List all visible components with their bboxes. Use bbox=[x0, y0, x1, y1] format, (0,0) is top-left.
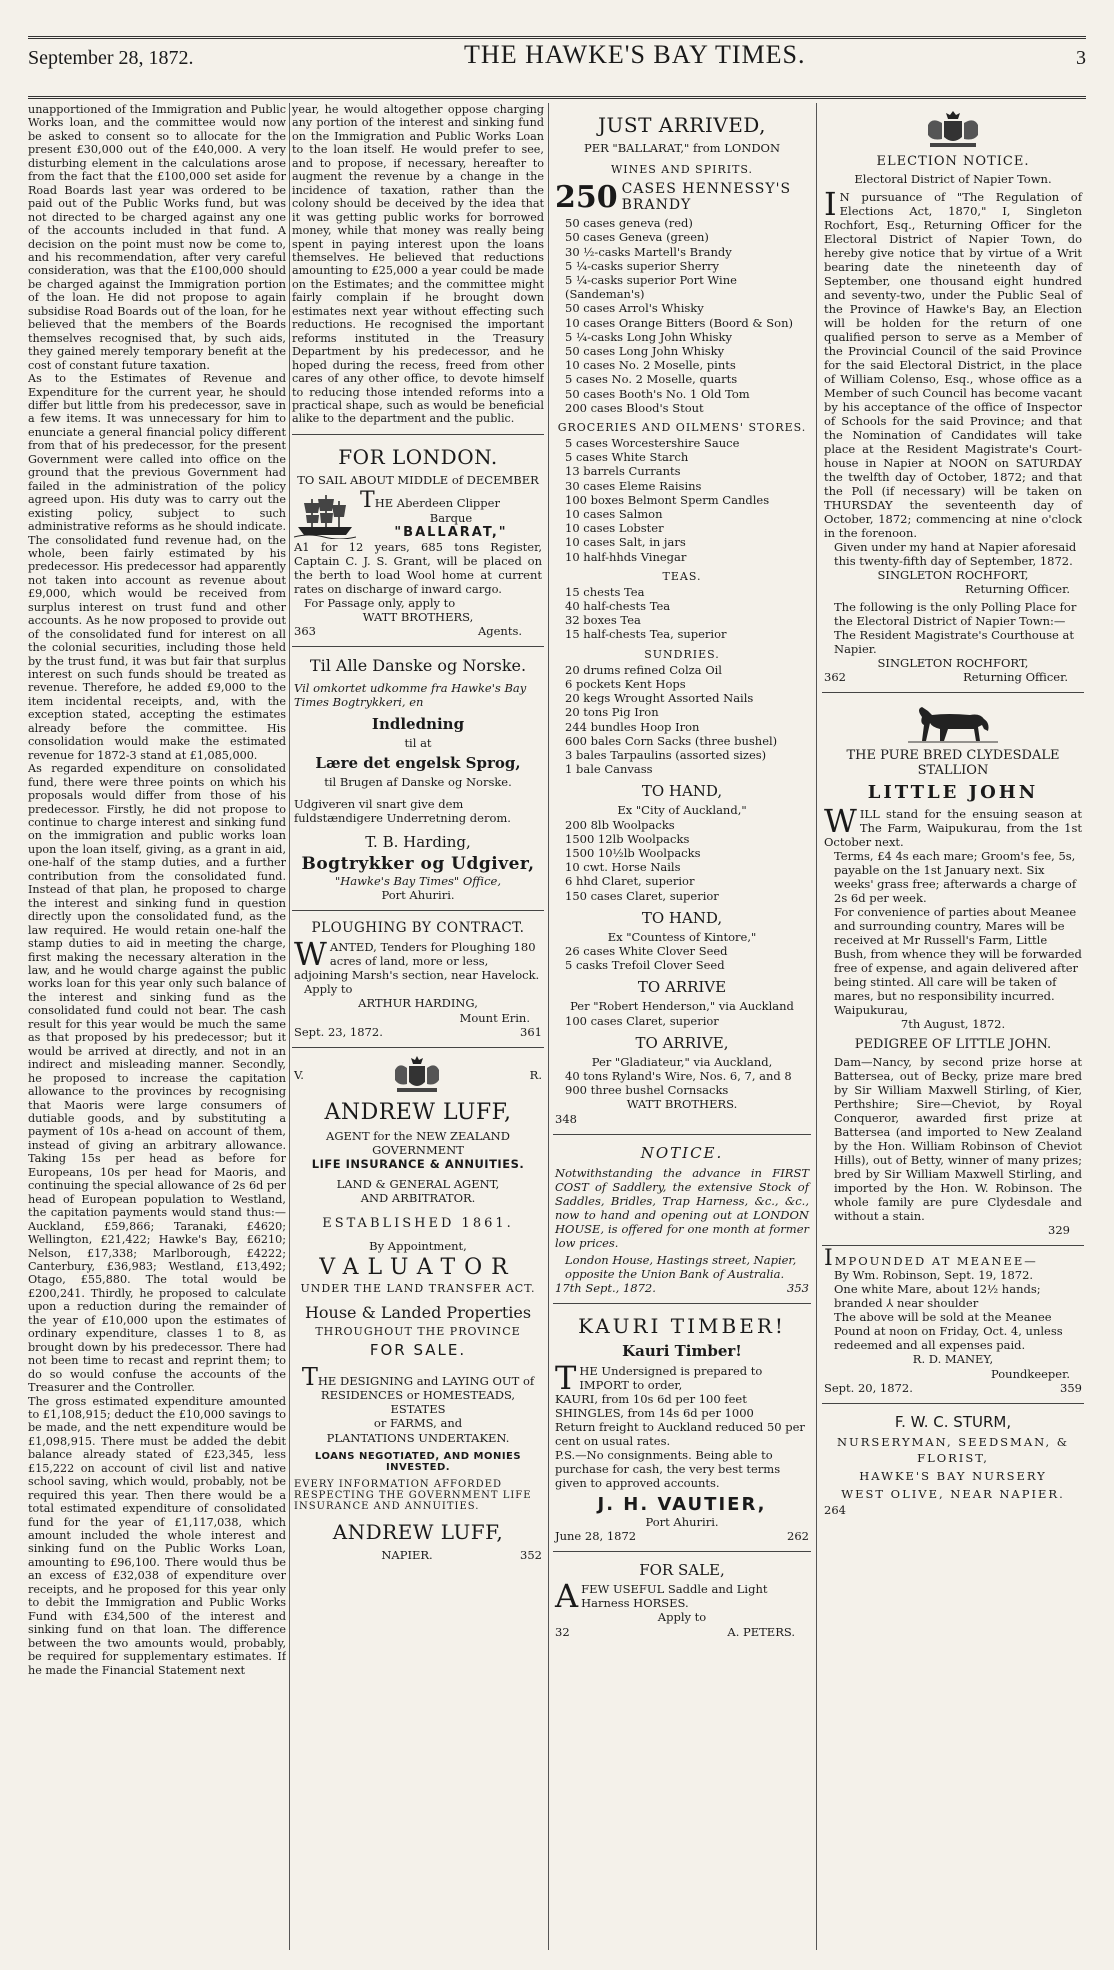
ad-text: Poundkeeper. bbox=[990, 1366, 1070, 1381]
ad-body: HE Undersigned is prepared to IMPORT to order, bbox=[579, 1363, 763, 1392]
ad-number: 353 bbox=[787, 1280, 809, 1295]
ad-text: Port Ahuriri. bbox=[645, 1515, 719, 1530]
ad-andrew-luff: V. R. ANDREW LUFF, AGENT for the NEW ZEALAND GOVERNMENT LIFE INSURANCE & ANNUITIES. LAND & GENERAL AGENT, AND ARBITRATOR. ESTABLISHED 1861. By Appointment, VALUATOR UNDER THE LAND TRANSFER ACT. House & Landed Properties THROUGHOUT THE PROVINCE FOR SALE. THE DESIGNING and LAYING OUT of RESIDENCES or HOMESTEADS, ESTATES or FARMS, and PLANTATIONS UNDERTAKEN. LOANS NEGOTIATED, AND MONIES INVESTED. EVERY INFORMATION AFFORDED RESPECTING THE GOVERNMENT LIFE INSURANCE AND ANNUITIES. ANDREW LUFF, NAPIER. 352 bbox=[292, 1048, 544, 1570]
ad-body: Dam—Nancy, by second prize horse at Battersea, out of Becky, prize mare bred by Sir William Maxwell Stirling, of Kier, Perthshire; Sire—Cheviot, by Royal Conqueror, awarded first prize at Battersea (and imported to New Zealand by the Hon. William Robinson of Cheviot Hills), out of Betty, winner of many prizes; bred by Sir William Maxwell Stirling, and imported by the Hon. W. Robinson. The whole family are pure Clydesdale and without a stain. bbox=[834, 1055, 1082, 1224]
list-item: 50 cases Booth's No. 1 Old Tom bbox=[565, 386, 750, 401]
ship-name: "BALLARAT," bbox=[394, 525, 508, 541]
list-item: 5 ¼-casks superior Sherry bbox=[565, 258, 720, 273]
ad-text: Bogtrykker og Udgiver, bbox=[301, 853, 535, 874]
ad-danish bbox=[292, 647, 544, 911]
ad-text: Given under my hand at Napier aforesaid this twenty-fifth day of September, 1872. bbox=[834, 540, 1077, 569]
ad-text: Agents. bbox=[477, 624, 522, 639]
ad-text: ESTABLISHED 1861. bbox=[322, 1215, 514, 1231]
ad-heading: FOR SALE, bbox=[639, 1561, 725, 1580]
ad-subheading: PER "BALLARAT," from LONDON bbox=[583, 141, 781, 155]
section-heading: TO HAND, bbox=[641, 908, 723, 927]
ad-text: V. bbox=[294, 1067, 304, 1082]
ad-text: Terms, £4 4s each mare; Groom's fee, 5s, payable on the 1st January next. Six weeks' grass free; afterwards a charge of 2s 6d per week. bbox=[834, 848, 1077, 905]
ad-name: J. H. VAUTIER, bbox=[597, 1494, 767, 1516]
ad-stallion: THE PURE BRED CLYDESDALE STALLION LITTLE JOHN WILL stand for the ensuing season at The Farm, Waipukurau, from the 1st October next. Terms, £4 4s each mare; Groom's fee, 5s, payable on the 1st January next. Six weeks' grass free; afterwards a charge of 2s 6d per week. For convenience of parties about Meanee and surrounding country, Mares will be received at Mr Russell's Farm, Little Bush, from whence they will be forwarded free of expense, and again delivered after being stinted. All care will be taken of mares, but no responsibility incurred. Waipukurau, 7th August, 1872. PEDIGREE OF LITTLE JOHN. Dam—Nancy, by second prize horse at Battersea, out of Becky, prize mare bred by Sir William Maxwell Stirling, of Kier, Perthshire; Sire—Cheviot, by Royal Conqueror, awarded first prize at Battersea (and imported to New Zealand by the Hon. William Robinson of Cheviot Hills), out of Betty, winner of many prizes; bred by Sir William Maxwell Stirling, and imported by the Hon. W. Robinson. The whole family are pure Clydesdale and without a stain. 329 bbox=[822, 693, 1084, 1246]
ad-text: FOR SALE. bbox=[369, 1340, 467, 1359]
ad-for-london: FOR LONDON. TO SAIL ABOUT MIDDLE of DECEMBER THE Aberdeen Clipper Barque "BALLARAT," A1 for 12 years, 685 tons Register, Captain C. J. S. Grant, will be placed on the berth to load Wool home at current rates on discharge of inward cargo. For Passage only, apply to WATT BROTHERS, 363 Agents. bbox=[292, 435, 544, 648]
list-item: 20 tons Pig Iron bbox=[565, 705, 659, 720]
list-item: 6 hhd Claret, superior bbox=[565, 874, 695, 889]
ad-text: LAND & GENERAL AGENT, bbox=[336, 1177, 500, 1192]
ad-subheading: Electoral District of Napier Town. bbox=[854, 172, 1052, 186]
to-hand-list bbox=[555, 944, 809, 972]
ad-notice bbox=[553, 1135, 811, 1304]
ad-text: AGENT for the NEW ZEALAND bbox=[326, 1128, 510, 1143]
list-item: 1 bale Canvass bbox=[565, 762, 653, 777]
ad-heading: JUST ARRIVED, bbox=[598, 113, 766, 137]
ad-text: "Hawke's Bay Times" Office, bbox=[334, 873, 502, 888]
ad-text: Returning Officer. bbox=[963, 669, 1068, 684]
ad-text: Waipukurau, bbox=[834, 1002, 908, 1017]
ad-text: London House, Hastings street, Napier, opposite the Union Bank of Australia. bbox=[565, 1252, 797, 1281]
list-item: 15 half-chests Tea, superior bbox=[565, 627, 727, 642]
list-item: 20 drums refined Colza Oil bbox=[565, 662, 722, 677]
section-heading: SUNDRIES. bbox=[644, 647, 720, 661]
ad-kauri-timber: KAURI TIMBER! Kauri Timber! THE Undersigned is prepared to IMPORT to order, KAURI, from 10s 6d per 100 feet SHINGLES, from 14s 6d per 1000 Return freight to Auckland reduced 50 per cent on usual rates. P.S.—No consignments. Being able to purchase for cash, the very best terms given to approved accounts. J. H. VAUTIER, Port Ahuriri. June 28, 1872 262 bbox=[553, 1304, 811, 1553]
ad-body: N pursuance of "The Regulation of Elections Act, 1870," I, Singleton Rochfort, Esq., Returning Officer for the Electoral District of Napier Town, do hereby give notice that by virtue of a Writ bearing date the nineteenth day of September, one thousand eight hundred and seventy-two, under the Public Seal of the Province of Hawke's Bay, an Election will be holden for the return of one qualified person to serve as a Member of the Provincial Council of the said Province for the said Electoral District, in the place of William Colenso, Esq., whose office as a Member of such Council has become vacant by his acceptance of the office of Inspector of Schools for the said Province; and that the Nomination of Candidates will take place at the Resident Magistrate's Court-house in Napier at NOON on SATURDAY the twelfth day of October, 1872; and that the Poll (if necessary) will be taken on THURSDAY the seventeenth day of October, 1872; commencing at nine o'clock in the forenoon. bbox=[824, 190, 1082, 541]
ad-text: AND ARBITRATOR. bbox=[360, 1191, 476, 1206]
section-heading: TO HAND, bbox=[641, 782, 723, 801]
ad-text: 250 bbox=[555, 179, 618, 215]
ad-number: 262 bbox=[787, 1529, 809, 1544]
top-rule bbox=[28, 36, 1086, 39]
list-item: 5 ¼-casks Long John Whisky bbox=[565, 329, 732, 344]
ad-agent: WATT BROTHERS, bbox=[362, 610, 474, 625]
ad-body: FEW USEFUL Saddle and Light Harness HORSES. bbox=[581, 1582, 768, 1611]
to-hand-list bbox=[555, 818, 809, 903]
ad-ploughing: PLOUGHING BY CONTRACT. WANTED, Tenders for Ploughing 180 acres of land, more or less, adjoining Marsh's section, near Havelock. Apply to ARTHUR HARDING, Mount Erin. Sept. 23, 1872. 361 bbox=[292, 911, 544, 1047]
ad-text: For convenience of parties about Meanee and surrounding country, Mares will be received at Mr Russell's Farm, Little Bush, from whence they will be forwarded free of expense, and again delivered after being stinted. All care will be taken of mares, but no responsibility incurred. bbox=[834, 904, 1082, 1003]
list-item: 30 cases Eleme Raisins bbox=[565, 478, 702, 493]
list-item: 15 chests Tea bbox=[565, 584, 645, 599]
ad-number: 362 bbox=[824, 669, 846, 684]
ad-text: Per "Robert Henderson," via Auckland bbox=[570, 999, 794, 1014]
ad-date: 7th August, 1872. bbox=[900, 1016, 1006, 1031]
list-item: 20 kegs Wrought Assorted Nails bbox=[565, 691, 754, 706]
ad-name: R. D. MANEY, bbox=[912, 1352, 994, 1367]
ad-text: UNDER THE LAND TRANSFER ACT. bbox=[300, 1281, 536, 1295]
ad-body: ILL stand for the ensuing season at The Farm, Waipukurau, from the 1st October next. bbox=[824, 806, 1082, 849]
column-4 bbox=[822, 103, 1084, 1956]
list-item: 600 bales Corn Sacks (three bushel) bbox=[565, 733, 778, 748]
list-item: 10 cwt. Horse Nails bbox=[565, 860, 681, 875]
ad-text: Apply to bbox=[304, 982, 353, 997]
ad-text: til at bbox=[404, 736, 432, 751]
article-text-continued: year, he would altogether oppose charging any portion of the interest and sinking fund on the Immigration and Public Works Loan to the loan itself. He would prefer to see, and to propose, if necessary, hereafter to augment the revenue by a change in the incidence of taxation, rather than the colony should be deceived by the idea that it was getting public works for borrowed money, while that money was really being spent in paying interest upon the loans themselves. He believed that reductions amounting to £25,000 a year could be made on the Estimates; and the committee might fairly complain if he brought down estimates next year without effecting such reductions. He recognised the important reforms instituted in the Treasury Department by his predecessor, and he hoped during the recess, freed from other cares of any other office, to devote himself to reducing those intended reforms into a practical shape, such as would be beneficial alike to the department and the public. bbox=[292, 103, 544, 435]
ad-text: Barque bbox=[429, 511, 473, 526]
ad-date: Sept. 20, 1872. bbox=[824, 1380, 913, 1395]
list-item: 6 pockets Kent Hops bbox=[565, 676, 686, 691]
page-number: 3 bbox=[1076, 47, 1086, 69]
ad-text: CASES HENNESSY'S BRANDY bbox=[621, 181, 792, 214]
list-item: 100 cases Claret, superior bbox=[565, 1013, 719, 1028]
ad-name: ANDREW LUFF, bbox=[332, 1519, 504, 1544]
ad-text: Apply to bbox=[657, 1610, 707, 1625]
ad-text: LOANS NEGOTIATED, AND MONIES INVESTED. bbox=[314, 1450, 522, 1473]
ad-agent: WATT BROTHERS. bbox=[626, 1097, 738, 1112]
list-item: 50 cases geneva (red) bbox=[565, 216, 693, 231]
ad-text: Returning Officer. bbox=[965, 582, 1070, 597]
newspaper-title: THE HAWKE'S BAY TIMES. bbox=[464, 40, 806, 69]
ad-number: 329 bbox=[1048, 1223, 1070, 1238]
ad-text: til Brugen af Danske og Norske. bbox=[324, 774, 512, 789]
ad-text: Per "Gladiateur," via Auckland, bbox=[591, 1054, 773, 1069]
ad-number: 32 bbox=[555, 1624, 570, 1639]
ad-text: NURSERYMAN, SEEDSMAN, & bbox=[836, 1434, 1070, 1449]
ad-body: Udgiveren vil snart give dem fuldstændigere Underretning derom. bbox=[294, 796, 511, 825]
list-item: 5 cases Worcestershire Sauce bbox=[565, 436, 740, 451]
issue-date: September 28, 1872. bbox=[28, 47, 194, 69]
ad-text: The Resident Magistrate's Courthouse at Napier. bbox=[834, 627, 1074, 656]
ad-text: Port Ahuriri. bbox=[381, 888, 455, 903]
ship-icon bbox=[294, 493, 356, 539]
ad-heading: MPOUNDED AT MEANEE— bbox=[834, 1254, 1038, 1269]
ad-text: or FARMS, and bbox=[373, 1416, 463, 1431]
section-heading: WINES AND SPIRITS. bbox=[610, 163, 754, 177]
ad-election-notice: ELECTION NOTICE. Electoral District of Napier Town. I N pursuance of "The Regulation of Elections Act, 1870," I, Singleton Rochfort, Esq., Returning Officer for the Electoral District of Napier Town, do hereby give notice that by virtue of a Writ bearing date the nineteenth day of September, one thousand eight hundred and seventy-two, under the Public Seal of the Province of Hawke's Bay, an Election will be holden for the return of one qualified person to serve as a Member of the Provincial Council of the said Province for the said Electoral District, in the place of William Colenso, Esq., whose office as a Member of such Council has become vacant by his acceptance of the office of Inspector of Schools for the said Province; and that the Nomination of Candidates will take place at the Resident Magistrate's Court-house in Napier at NOON on SATURDAY the twelfth day of October, 1872; and that the Poll (if necessary) will be taken on THURSDAY the seventeenth day of October, 1872; commencing at nine o'clock in the forenoon. Given under my hand at Napier aforesaid this twenty-fifth day of September, 1872. SINGLETON ROCHFORT, Returning Officer. The following is the only Polling Place for the Electoral District of Napier Town:— The Resident Magistrate's Courthouse at Napier. SINGLETON ROCHFORT, 362 Returning Officer. bbox=[822, 103, 1084, 693]
ad-body: ANTED, Tenders for Ploughing 180 acres of land, more or less, adjoining Marsh's section, near Havelock. bbox=[294, 940, 540, 983]
list-item: 5 cases White Starch bbox=[565, 450, 689, 465]
ad-name: ARTHUR HARDING, bbox=[358, 996, 478, 1011]
ad-body: Vil omkortet udkomme fra Hawke's Bay Times Bogtrykkeri, en bbox=[294, 681, 527, 710]
list-item: 244 bundles Hoop Iron bbox=[565, 719, 700, 734]
royal-coat-of-arms-icon bbox=[387, 1054, 447, 1096]
ad-text: HAWKE'S BAY NURSERY bbox=[859, 1468, 1047, 1483]
list-item: 50 cases Long John Whisky bbox=[565, 344, 725, 359]
section-heading: GROCERIES AND OILMENS' STORES. bbox=[557, 421, 807, 435]
column-2 bbox=[292, 103, 544, 1956]
ad-name: ANDREW LUFF, bbox=[324, 1099, 512, 1125]
ad-text: For Passage only, apply to bbox=[304, 596, 456, 611]
column-1 bbox=[28, 103, 286, 1956]
ad-name: F. W. C. STURM, bbox=[894, 1412, 1012, 1431]
section-heading: PEDIGREE OF LITTLE JOHN. bbox=[854, 1037, 1052, 1053]
ad-text: WEST OLIVE, NEAR NAPIER. bbox=[841, 1486, 1065, 1501]
ad-text: GOVERNMENT bbox=[372, 1142, 464, 1157]
column-divider bbox=[548, 103, 549, 1950]
ad-text: EVERY INFORMATION AFFORDED RESPECTING THE GOVERNMENT LIFE INSURANCE AND ANNUITIES. bbox=[294, 1478, 532, 1512]
ad-text: HE DESIGNING and LAYING OUT of bbox=[317, 1373, 535, 1388]
ad-number: 361 bbox=[520, 1024, 542, 1039]
list-item: 10 half-hhds Vinegar bbox=[565, 549, 687, 564]
list-item: 10 cases Orange Bitters (Boord & Son) bbox=[565, 315, 793, 330]
list-item: 5 ¼-casks superior Port Wine (Sandeman's) bbox=[565, 273, 737, 302]
ad-heading: ELECTION NOTICE. bbox=[876, 154, 1030, 169]
list-item: 30 ½-casks Martell's Brandy bbox=[565, 244, 732, 259]
ad-text: Return freight to Auckland reduced 50 per cent on usual rates. bbox=[555, 1420, 805, 1449]
ad-subheading: Kauri Timber! bbox=[622, 1341, 742, 1360]
ad-text: KAURI, from 10s 6d per 100 feet bbox=[555, 1391, 747, 1406]
list-item: 40 half-chests Tea bbox=[565, 599, 671, 614]
ad-text: R. bbox=[529, 1067, 542, 1082]
masthead bbox=[28, 40, 1086, 96]
sundry-list bbox=[555, 663, 809, 777]
section-heading: TO ARRIVE, bbox=[635, 1033, 729, 1052]
ad-text: LIFE INSURANCE & ANNUITIES. bbox=[311, 1157, 525, 1172]
ad-text: FLORIST, bbox=[917, 1450, 989, 1465]
to-arrive-list bbox=[555, 1014, 809, 1028]
ad-text: VALUATOR bbox=[319, 1254, 517, 1280]
ad-heading: NOTICE. bbox=[640, 1143, 724, 1162]
ad-just-arrived bbox=[553, 103, 811, 1135]
ad-text: Ex "City of Auckland," bbox=[617, 803, 747, 818]
stallion-name: LITTLE JOHN bbox=[867, 781, 1039, 803]
to-arrive-list bbox=[555, 1069, 809, 1097]
ad-body: A1 for 12 years, 685 tons Register, Captain C. J. S. Grant, will be placed on the berth to load Wool home at current rates on discharge of inward cargo. bbox=[294, 540, 542, 597]
list-item: 10 cases Salmon bbox=[565, 507, 663, 522]
ad-text: THROUGHOUT THE PROVINCE bbox=[315, 1324, 521, 1338]
ad-text: P.S.—No consignments. Being able to purchase for cash, the very best terms given to approved accounts. bbox=[555, 1448, 781, 1491]
section-heading: TO ARRIVE bbox=[637, 978, 727, 997]
list-item: 10 cases Lobster bbox=[565, 521, 664, 536]
ad-text: Ex "Countess of Kintore," bbox=[607, 929, 757, 944]
ad-text: The following is the only Polling Place for the Electoral District of Napier Town:— bbox=[834, 599, 1077, 628]
ad-number: 359 bbox=[1060, 1380, 1082, 1395]
ad-name: SINGLETON ROCHFORT, bbox=[877, 655, 1029, 670]
ad-heading: KAURI TIMBER! bbox=[578, 1313, 786, 1338]
ad-text: RESIDENCES or HOMESTEADS, ESTATES bbox=[320, 1387, 516, 1417]
list-item: 3 bales Tarpaulins (assorted sizes) bbox=[565, 747, 767, 762]
ad-name: T. B. Harding, bbox=[365, 832, 471, 851]
ad-number: 352 bbox=[520, 1547, 542, 1562]
list-item: 200 cases Blood's Stout bbox=[565, 400, 704, 415]
ad-for-sale: FOR SALE, AFEW USEFUL Saddle and Light Harness HORSES. Apply to 32 A. PETERS. bbox=[553, 1552, 811, 1646]
list-item: 50 cases Geneva (green) bbox=[565, 230, 709, 245]
ad-number: 363 bbox=[294, 624, 316, 639]
ad-number: 264 bbox=[824, 1502, 846, 1517]
ad-text: HE Aberdeen Clipper bbox=[374, 496, 500, 511]
column-divider bbox=[816, 103, 817, 1950]
list-item: 10 cases Salt, in jars bbox=[565, 535, 686, 550]
ad-text: Lære det engelsk Sprog, bbox=[315, 753, 521, 772]
list-item: 150 cases Claret, superior bbox=[565, 888, 719, 903]
masthead-rule bbox=[28, 96, 1086, 99]
ad-sturm-nursery bbox=[822, 1404, 1084, 1525]
list-item: 100 boxes Belmont Sperm Candles bbox=[565, 492, 770, 507]
ad-date: 17th Sept., 1872. bbox=[555, 1280, 656, 1295]
tea-list bbox=[555, 585, 809, 642]
ad-heading: FOR LONDON. bbox=[338, 444, 498, 469]
list-item: 26 cases White Clover Seed bbox=[565, 943, 728, 958]
list-item: 5 cases No. 2 Moselle, quarts bbox=[565, 372, 738, 387]
ad-text: By Appointment, bbox=[369, 1238, 467, 1253]
ad-body: Notwithstanding the advance in FIRST COST of Saddlery, the extensive Stock of Saddles, Bridles, Trap Harness, &c., &c., now to hand and opening out at LONDON HOUSE, is offered for one month at former low prices. bbox=[555, 1165, 809, 1250]
ad-body: The above will be sold at the Meanee Pound at noon on Friday, Oct. 4, unless redeemed and all expenses paid. bbox=[834, 1310, 1063, 1353]
grocery-list bbox=[555, 436, 809, 564]
ad-text: Indledning bbox=[371, 715, 465, 734]
ad-subheading: TO SAIL ABOUT MIDDLE of DECEMBER bbox=[297, 472, 539, 487]
ad-date: Sept. 23, 1872. bbox=[294, 1024, 383, 1039]
column-divider bbox=[289, 103, 290, 1950]
list-item: 900 three bushel Cornsacks bbox=[565, 1083, 729, 1098]
list-item: 200 8lb Woolpacks bbox=[565, 817, 675, 832]
list-item: 5 casks Trefoil Clover Seed bbox=[565, 958, 725, 973]
list-item: 50 cases Arrol's Whisky bbox=[565, 301, 704, 316]
ad-heading: Til Alle Danske og Norske. bbox=[309, 656, 527, 676]
ad-number: 348 bbox=[555, 1111, 577, 1126]
ad-text: SHINGLES, from 14s 6d per 1000 bbox=[555, 1405, 754, 1420]
ad-text: Mount Erin. bbox=[459, 1010, 530, 1025]
ad-text: One white Mare, about 12½ hands; branded ⅄ near shoulder bbox=[834, 1282, 1041, 1311]
royal-coat-of-arms-icon bbox=[918, 111, 988, 151]
ad-impounded: IMPOUNDED AT MEANEE— By Wm. Robinson, Sept. 19, 1872. One white Mare, about 12½ hands; branded ⅄ near shoulder The above will be sold at the Meanee Pound at noon on Friday, Oct. 4, unless redeemed and all expenses paid. R. D. MANEY, Poundkeeper. Sept. 20, 1872. 359 bbox=[822, 1246, 1084, 1404]
ad-text: PLANTATIONS UNDERTAKEN. bbox=[326, 1430, 510, 1445]
article-text: unapportioned of the Immigration and Public Works loan, and the committee would now be asked to consent so to allocate for the present £30,000 out of the £40,000. A very disturbing element in the calculations arose from the fact that the £100,000 set aside for Road Boards last year was ordered to be paid out of the Public Works fund, but was not directed to be charged against any one of the accounts included in that fund. A decision on the point must now be come to, and his recommendation, after very careful consideration, was that the £100,000 should be charged against the Immigration portion of the loan. He did not propose to again subsidise Road Boards out of the loan, for he believed that the members of the Boards themselves recognised that, by such aids, they gained merely temporary benefit at the cost of constant future taxation. As to the Estimates of Revenue and Expenditure for the current year, he should differ but little from his predecessor, save in a few items. It was unnecessary for him to enunciate a general financial policy different from that of his predecessor, for the present Government were called into office on the ground that the previous Government had failed in the administration of the policy agreed upon. His duty was to carry out the existing policy, subject to such administrative reforms as he should indicate. The consolidated fund revenue had, on the whole, been fairly estimated by his predecessor. His predecessor had apparently not taken into account as revenue about £9,000, which would be received from surplus interest on trust fund and other accounts. As he now proposed to provide out of the consolidated fund for interest on all the colonial securities, including those held by the trust fund, it was but fair that surplus interest on such funds should be treated as revenue. Therefore, he added £9,000 to the item incidental receipts, and, with the exception stated, accepting the estimates already before the committee. His consolidation would make the estimated revenue for 1872-3 stand at £1,085,000. As regarded expenditure on consolidated fund, there were three points on which his proposals would differ from those of his predecessor. Firstly, he did not propose to continue to charge interest and sinking fund on the immigration and public works loan upon the loan itself, giving, as a grant in aid, one-half of the stamp duties, and a further contribution from the consolidated fund. Instead of that plan, he proposed to charge the interest and sinking fund in question directly upon the consolidated fund, as the law required. He would retain one-half the stamp duties to aid in meeting the charge, first making the necessary alteration in the law, and he would charge against the public works loan for this year only such balance of the interest and sinking fund as the consolidated fund could not bear. The cash result for this year would be much the same as that proposed by his predecessor; but it would be arrived at directly, and not in an indirect and misleading manner. Secondly, he proposed to increase the capitation allowance to the provinces by recognising that Maoris were large consumers of dutiable goods, and by substituting a payment of 10s a-head on account of them, instead of giving an arbitrary allowance. Taking 15s per head as before for Europeans, 10s per head for Maoris, and continuing the special allowance of 2s 6d per head of European population to Westland, the capitation payments would stand thus:— Auckland, £59,866; Taranaki, £4620; Wellington, £21,422; Hawke's Bay, £6210; Nelson, £17,338; Marlborough, £4222; Canterbury, £36,983; Westland, £13,492; Otago, £55,880. The total would be £200,241. Thirdly, he proposed to calculate upon a reduction during the remainder of the year of £10,000 upon the estimates of ordinary expenditure, classes 1 to 8, as brought down by his predecessor. There had not been time to recast and reprint them; to do so would confuse the accounts of the Treasurer and the Controller. The gross estimated expenditure amounted to £1,108,915; deduct the £10,000 savings to be made, and the nett expenditure would be £1,098,915. There must be added the debit balance already stated of £23,345, less £15,222 on account of civil list and native school saving, which would, probably, not be required this year. Then there would be a total estimated expenditure of consolidated fund for the year of £1,117,038, which amount included the whole interest and sinking fund on the Public Works Loan, amounting to £96,100. There would thus be an excess of £32,038 of expenditure over receipts, and he proposed for this year only to debit the Immigration and Public Works Fund with £34,500 of the interest and sinking fund on that loan. The difference between the two amounts would, probably, be required for supplementary estimates. If he made the Financial Statement next bbox=[28, 103, 286, 1677]
ad-name: SINGLETON ROCHFORT, bbox=[877, 568, 1029, 583]
ad-name: A. PETERS. bbox=[727, 1624, 795, 1639]
horse-icon bbox=[908, 701, 998, 745]
ad-text: House & Landed Properties bbox=[304, 1302, 532, 1322]
wine-list bbox=[555, 216, 809, 415]
list-item: 1500 10½lb Woolpacks bbox=[565, 845, 701, 860]
ad-heading: THE PURE BRED CLYDESDALE STALLION bbox=[846, 747, 1060, 778]
section-heading: TEAS. bbox=[662, 569, 702, 583]
ad-text: NAPIER. bbox=[381, 1547, 433, 1562]
ad-date: June 28, 1872 bbox=[555, 1529, 637, 1544]
list-item: 1500 12lb Woolpacks bbox=[565, 831, 690, 846]
ad-heading: PLOUGHING BY CONTRACT. bbox=[311, 920, 525, 937]
column-3 bbox=[553, 103, 811, 1956]
list-item: 13 barrels Currants bbox=[565, 464, 681, 479]
list-item: 32 boxes Tea bbox=[565, 613, 641, 628]
list-item: 10 cases No. 2 Moselle, pints bbox=[565, 358, 736, 373]
ad-text: By Wm. Robinson, Sept. 19, 1872. bbox=[834, 1268, 1034, 1283]
list-item: 40 tons Ryland's Wire, Nos. 6, 7, and 8 bbox=[565, 1068, 792, 1083]
